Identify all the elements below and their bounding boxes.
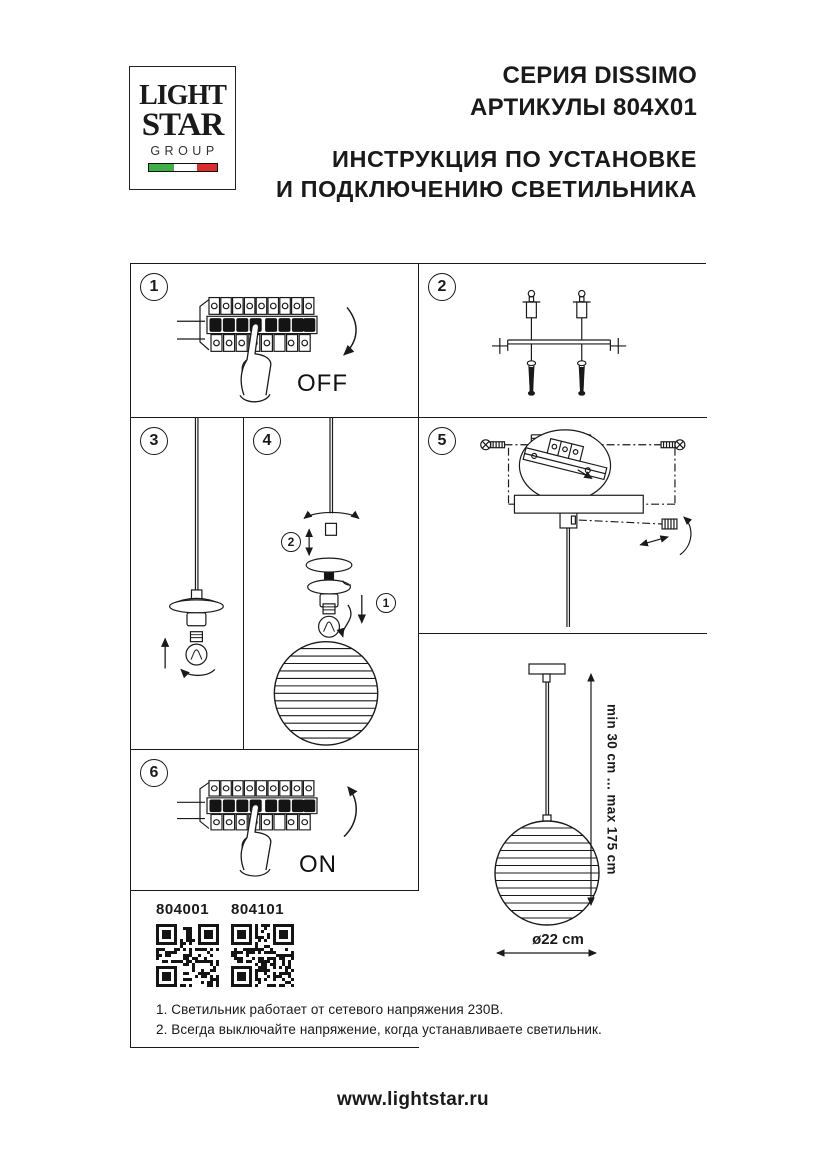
pendant-dimensions-diagram [419,634,707,1049]
step-2-panel [419,264,707,418]
note-line: 2. Всегда выключайте напряжение, когда устанавливаете светильник. [156,1022,602,1037]
ceiling-mount-diagram [419,418,707,632]
callout-2: 2 [281,532,301,552]
screw-icon [481,440,505,450]
logo-word-star: STAR [141,107,224,143]
curved-arrow-icon [343,605,351,637]
product-codes [131,891,419,997]
breaker-off-diagram [131,264,419,416]
series-title: СЕРИЯ DISSIMO [502,62,697,89]
instruction-title-line1: ИНСТРУКЦИЯ ПО УСТАНОВКЕ [332,146,697,172]
pendant-bulb-diagram [131,418,244,748]
qr-code-804101 [231,924,294,987]
step-3-number: 3 [140,427,168,455]
arrow-down-icon [344,307,356,354]
step-6-number: 6 [140,759,168,787]
height-range-label: min 30 cm ... max 175 cm [604,704,620,875]
step-1-panel [131,264,419,418]
italian-flag-bar [148,163,218,172]
flag-white [174,164,196,171]
articles-title: АРТИКУЛЫ 804X01 [470,94,697,121]
step-5-panel [419,418,707,634]
rotate-arrow-icon [181,669,215,675]
qr-code-804001 [156,924,219,987]
instruction-grid [130,263,706,1048]
step-4-number: 4 [253,427,281,455]
step-5-number: 5 [428,427,456,455]
shade-assembly-diagram [244,418,419,748]
step-3-panel [131,418,244,750]
callout-1: 1 [376,593,396,613]
safety-notes [156,1000,602,1040]
instruction-title-line2: И ПОДКЛЮЧЕНИЮ СВЕТИЛЬНИКА [275,176,697,202]
note-line: 1. Светильник работает от сетевого напряжения 230В. [156,1002,504,1017]
lightstar-logo [129,66,236,190]
product-code: 804001 [156,901,210,918]
product-code: 804101 [231,901,285,918]
instruction-title [276,144,697,204]
dimensions-panel [419,634,707,1049]
breaker-on-diagram [131,750,419,889]
flag-red [197,164,217,171]
flag-green [149,164,175,171]
header-titles [470,60,697,124]
rotate-arrow-icon [304,512,359,518]
logo-word-light: LIGHT [139,80,226,111]
website-url: www.lightstar.ru [337,1089,489,1110]
rotate-arrow-icon [680,517,691,555]
mounting-bracket-diagram [419,264,707,416]
diameter-label: ø22 cm [532,931,584,948]
step-1-number: 1 [140,273,168,301]
step-2-number: 2 [428,273,456,301]
step-4-panel [244,418,419,750]
off-label: OFF [297,370,348,397]
double-arrow-icon [640,537,668,545]
step-6-panel [131,750,419,891]
logo-word-group: GROUP [150,144,219,158]
grub-screw-icon [662,519,677,529]
screw-icon [661,440,685,450]
arrow-up-icon [344,787,356,837]
on-label: ON [299,851,337,878]
